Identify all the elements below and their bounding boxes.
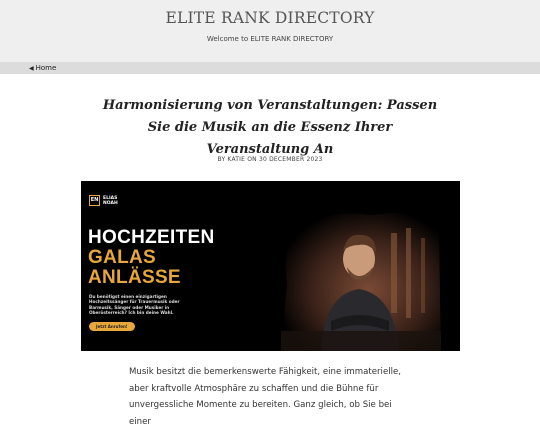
call-now-button[interactable]: Jetzt Anrufen! bbox=[89, 322, 135, 331]
logo-mark: EN bbox=[89, 195, 100, 206]
site-tagline: Welcome to ELITE RANK DIRECTORY bbox=[206, 35, 334, 43]
hero-banner[interactable] bbox=[81, 181, 460, 351]
nav-home-label: Home bbox=[35, 64, 57, 72]
hero-headline-2: GALAS bbox=[88, 247, 156, 268]
post-title: Harmonisierung von Veranstaltungen: Passen Sie die Musik an die Essenz Ihrer Veranstaltung An bbox=[102, 97, 438, 157]
post-body: Musik besitzt die bemerkenswerte Fähigkeit, eine immaterielle, aber kraftvolle Atmosphäre zu schaffen und die Bühne für unvergessliche Momente zu bereiten. Ganz gleich, ob Sie bei einer bbox=[129, 367, 402, 427]
singer-photo bbox=[281, 203, 441, 351]
back-arrow-icon: ◀ bbox=[29, 65, 34, 72]
hero-headline-3: ANLÄSSE bbox=[88, 267, 181, 288]
hero-copy: Du benötigst einen einzigartigen Hochzeitssänger für Trauermusik oder Barmusik, Sänger oder Musiker in Oberösterreich? Ich bin deine Wahl. bbox=[89, 294, 180, 316]
navbar bbox=[0, 62, 540, 74]
nav-home-link[interactable] bbox=[29, 63, 56, 74]
site-title[interactable]: ELITE RANK DIRECTORY bbox=[165, 9, 375, 27]
site-header bbox=[0, 0, 540, 62]
hero-headline-1: HOCHZEITEN bbox=[88, 227, 215, 248]
logo-text: ELIAS NOAH bbox=[103, 195, 118, 206]
brand-logo bbox=[89, 195, 125, 206]
post-meta: BY KATIE ON 30 DECEMBER 2023 bbox=[217, 156, 323, 163]
